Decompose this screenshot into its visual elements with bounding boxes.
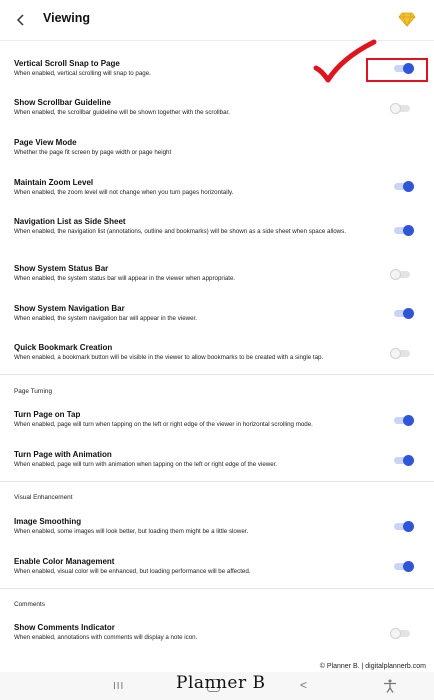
setting-title: Image Smoothing	[14, 517, 82, 526]
toggle-color-management[interactable]	[394, 561, 414, 572]
setting-title: Enable Color Management	[14, 557, 115, 566]
toggle-scrollbar-guideline[interactable]	[390, 103, 410, 114]
setting-description: When enabled, page will turn with animation when tapping on the left or right edge of the viewer.	[14, 461, 278, 468]
setting-title: Navigation List as Side Sheet	[14, 217, 126, 226]
setting-description: When enabled, page will turn when tapping on the left or right edge of the viewer in horizontal scrolling mode.	[14, 421, 313, 428]
toggle-system-navigation-bar[interactable]	[394, 308, 414, 319]
setting-title: Show System Navigation Bar	[14, 304, 125, 313]
setting-description: When enabled, annotations with comments will display a note icon.	[14, 634, 198, 641]
setting-title: Show System Status Bar	[14, 264, 109, 273]
back-chevron-icon	[16, 14, 26, 26]
section-divider	[0, 588, 434, 589]
section-label-comments: Comments	[14, 601, 45, 608]
setting-description: When enabled, a bookmark button will be visible in the viewer to allow bookmarks to be created with a single tap.	[14, 354, 324, 361]
app-header	[0, 0, 434, 42]
recents-icon[interactable]: III	[113, 681, 125, 692]
setting-description: When enabled, visual color will be enhanced, but loading performance will be affected.	[14, 568, 251, 575]
setting-description: When enabled, the scrollbar guideline will be shown together with the scrollbar.	[14, 109, 230, 116]
toggle-image-smoothing[interactable]	[394, 521, 414, 532]
setting-description: When enabled, the navigation list (annotations, outline and bookmarks) will be shown as a side sheet when space allows.	[14, 228, 346, 235]
setting-title: Vertical Scroll Snap to Page	[14, 59, 120, 68]
toggle-comments-indicator[interactable]	[390, 628, 410, 639]
brand-watermark: Planner B	[176, 673, 266, 693]
setting-description: When enabled, the zoom level will not change when you turn pages horizontally.	[14, 189, 234, 196]
setting-description: When enabled, the system status bar will appear in the viewer when appropriate.	[14, 275, 236, 282]
setting-title: Page View Mode	[14, 138, 77, 147]
setting-description: When enabled, some images will look better, but loading them might be a little slower.	[14, 528, 249, 535]
setting-description: When enabled, vertical scrolling will snap to page.	[14, 70, 151, 77]
setting-description: When enabled, the system navigation bar will appear in the viewer.	[14, 315, 197, 322]
setting-title: Turn Page on Tap	[14, 410, 81, 419]
highlight-annotation-box	[366, 58, 428, 82]
copyright-text: © Planner B. | digitalplannerb.com	[319, 663, 426, 670]
toggle-quick-bookmark[interactable]	[390, 348, 410, 359]
diamond-icon[interactable]	[398, 10, 416, 28]
page-title: Viewing	[43, 11, 91, 25]
setting-title: Show Scrollbar Guideline	[14, 98, 111, 107]
section-label-visual-enhancement: Visual Enhancement	[14, 494, 73, 501]
setting-title: Turn Page with Animation	[14, 450, 112, 459]
nav-back-icon[interactable]: <	[300, 678, 308, 692]
setting-title: Maintain Zoom Level	[14, 178, 94, 187]
setting-description: Whether the page fit screen by page width or page height	[14, 149, 172, 156]
toggle-system-status-bar[interactable]	[390, 269, 410, 280]
back-button[interactable]	[10, 9, 32, 31]
toggle-turn-page-animation[interactable]	[394, 455, 414, 466]
toggle-turn-page-on-tap[interactable]	[394, 415, 414, 426]
section-divider	[0, 374, 434, 375]
section-label-page-turning: Page Turning	[14, 388, 53, 395]
section-divider	[0, 481, 434, 482]
setting-title: Quick Bookmark Creation	[14, 343, 113, 352]
toggle-maintain-zoom[interactable]	[394, 181, 414, 192]
toggle-navigation-side-sheet[interactable]	[394, 225, 414, 236]
accessibility-icon[interactable]	[383, 679, 397, 693]
setting-title: Show Comments Indicator	[14, 623, 115, 632]
